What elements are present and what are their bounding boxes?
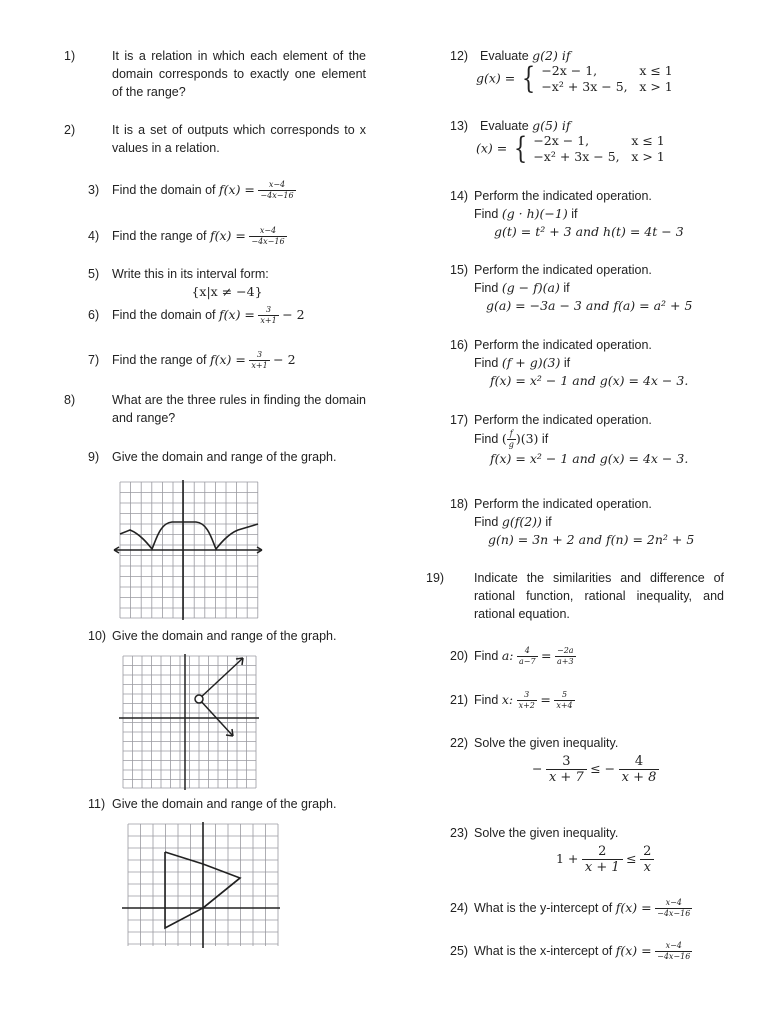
function-label: f(x) = bbox=[219, 181, 255, 197]
left-fraction bbox=[517, 646, 538, 667]
question-17: 17) Perform the indicated operation. Find ( $\frac{f}{g}$ )(3) if f(x) = x² − 1 and g(x) = 4x − 3. bbox=[450, 411, 732, 468]
function-label: f(x) = bbox=[210, 227, 246, 243]
denominator: a−7 bbox=[518, 657, 536, 666]
question-19 bbox=[426, 569, 724, 623]
cases bbox=[541, 63, 672, 95]
graph-11 bbox=[120, 820, 282, 950]
question-25 bbox=[450, 941, 732, 962]
question-2 bbox=[64, 121, 366, 157]
variable: x: bbox=[501, 691, 514, 707]
question-text: Perform the indicated operation. bbox=[474, 263, 652, 277]
question-text: Give the domain and range of the graph. bbox=[112, 797, 337, 811]
denominator: x+1 bbox=[260, 316, 277, 325]
question-text: Find the domain of bbox=[112, 182, 216, 197]
question-text: Perform the indicated operation. bbox=[474, 413, 652, 427]
if-label: if bbox=[541, 431, 549, 446]
graph-9 bbox=[112, 478, 264, 622]
numerator: −2a bbox=[556, 646, 574, 655]
case-condition: x ≤ 1 bbox=[639, 63, 673, 78]
case-expression: −x² + 3x − 5, bbox=[533, 149, 620, 164]
question-number: 3) bbox=[88, 182, 100, 197]
question-number: 4) bbox=[88, 228, 100, 243]
function-label: f(x) = bbox=[615, 899, 652, 915]
find-label: Find bbox=[474, 431, 499, 446]
if-label: if bbox=[563, 356, 571, 370]
question-number: 2) bbox=[64, 123, 76, 137]
question-number: 18) bbox=[450, 497, 469, 511]
fraction bbox=[249, 226, 286, 247]
numerator: 3 bbox=[249, 350, 269, 361]
question-text: Give the domain and range of the graph. bbox=[112, 450, 337, 464]
function-label: f(x) = bbox=[219, 306, 255, 322]
question-text: Perform the indicated operation. bbox=[474, 497, 652, 511]
question-text: Solve the given inequality. bbox=[474, 826, 619, 840]
question-3 bbox=[88, 180, 366, 201]
question-5 bbox=[88, 265, 366, 301]
question-4 bbox=[88, 226, 366, 247]
operation: (3) bbox=[520, 430, 539, 446]
if-label: if bbox=[545, 515, 552, 529]
denominator: −4x−16 bbox=[657, 909, 691, 918]
question-11 bbox=[88, 795, 366, 813]
function-label: (x) = bbox=[476, 140, 508, 156]
question-22 bbox=[450, 734, 732, 785]
given-equations: f(x) = x² − 1 and g(x) = 4x − 3. bbox=[490, 373, 689, 388]
function-call: g(5) if bbox=[532, 118, 571, 133]
question-10 bbox=[88, 627, 366, 645]
numerator: 2 bbox=[640, 844, 654, 860]
case-row bbox=[541, 63, 672, 78]
denominator: −4x−16 bbox=[251, 237, 285, 246]
inequality-lead: 1 + bbox=[556, 850, 579, 866]
question-text: What is the y-intercept of bbox=[474, 900, 613, 915]
question-number: 22) bbox=[450, 736, 469, 750]
inequality: − $\frac{3}{x + 7}$ ≤ − $\frac{4}{x + 8}$ bbox=[450, 754, 732, 785]
question-text: Solve the given inequality. bbox=[474, 736, 619, 750]
denominator: −4x−16 bbox=[657, 952, 691, 961]
function-label: f(x) = bbox=[210, 351, 246, 367]
question-8 bbox=[64, 391, 366, 427]
fraction bbox=[655, 898, 692, 919]
denominator: x+4 bbox=[556, 701, 573, 710]
find-label: Find bbox=[474, 281, 499, 295]
question-24 bbox=[450, 898, 732, 919]
case-expression: −2x − 1, bbox=[541, 63, 598, 78]
left-fraction bbox=[546, 754, 587, 785]
numerator: 3 bbox=[517, 690, 537, 701]
question-number: 8) bbox=[64, 393, 76, 407]
question-20: 20) Find a: $\frac{4}{a-7}$ = $\frac{-2a}{a+3}$ bbox=[450, 646, 574, 666]
brace: { bbox=[513, 131, 527, 166]
denominator: x + 1 bbox=[584, 860, 620, 875]
question-number: 15) bbox=[450, 263, 469, 277]
question-text: Indicate the similarities and difference of rational function, rational inequality, and rational equation. bbox=[474, 571, 724, 621]
question-6 bbox=[88, 305, 366, 326]
case-condition: x > 1 bbox=[639, 79, 673, 94]
question-text: Give the domain and range of the graph. bbox=[112, 629, 337, 643]
question-text: Find the domain of bbox=[112, 307, 216, 322]
question-number: 23) bbox=[450, 826, 469, 840]
given-equations: g(a) = −3a − 3 and f(a) = a² + 5 bbox=[486, 298, 693, 313]
numerator: 4 bbox=[517, 646, 538, 657]
question-13 bbox=[450, 117, 732, 165]
denominator: x+2 bbox=[518, 701, 535, 710]
case-expression: −2x − 1, bbox=[533, 133, 590, 148]
case-condition: x > 1 bbox=[631, 149, 665, 164]
function-label: f(x) = bbox=[615, 942, 652, 958]
question-text: Perform the indicated operation. bbox=[474, 189, 652, 203]
numerator: x−4 bbox=[249, 226, 286, 237]
question-number: 7) bbox=[88, 352, 100, 367]
variable: a: bbox=[501, 647, 514, 663]
case-condition: x ≤ 1 bbox=[631, 133, 665, 148]
operation: (g · h)(−1) bbox=[501, 206, 568, 221]
right-fraction bbox=[555, 646, 576, 667]
question-number: 11) bbox=[88, 797, 106, 811]
question-23 bbox=[450, 824, 732, 875]
question-text: What are the three rules in finding the domain and range? bbox=[112, 393, 366, 425]
denominator: a+3 bbox=[556, 657, 574, 666]
denominator: x bbox=[643, 860, 651, 875]
numerator: 3 bbox=[546, 754, 587, 770]
expression-tail: − 2 bbox=[273, 351, 296, 367]
question-15 bbox=[450, 261, 732, 315]
question-text: It is a relation in which each element of the domain corresponds to exactly one element of the range? bbox=[112, 49, 366, 99]
question-16 bbox=[450, 336, 732, 390]
find-label: Find bbox=[474, 207, 499, 221]
denominator: −4x−16 bbox=[260, 191, 294, 200]
question-number: 12) bbox=[450, 49, 469, 63]
question-text: Evaluate bbox=[480, 119, 529, 133]
left-fraction bbox=[517, 690, 537, 711]
question-number: 17) bbox=[450, 413, 469, 427]
question-number: 13) bbox=[450, 119, 469, 133]
question-number: 5) bbox=[88, 267, 100, 281]
denominator: x + 8 bbox=[621, 770, 657, 785]
question-number: 6) bbox=[88, 307, 100, 322]
numerator: f bbox=[507, 429, 516, 440]
question-21: 21) Find x: $\frac{3}{x+2}$ = $\frac{5}{x+4}$ bbox=[450, 690, 573, 710]
set-expression: {x|x ≠ −4} bbox=[191, 284, 263, 299]
operation: (f + g)(3) bbox=[501, 355, 561, 370]
operation: (g − f)(a) bbox=[501, 280, 560, 295]
question-number: 24) bbox=[450, 900, 469, 915]
numerator: 3 bbox=[258, 305, 278, 316]
question-number: 16) bbox=[450, 338, 469, 352]
case-row bbox=[533, 149, 664, 164]
expression-tail: − 2 bbox=[282, 306, 305, 322]
piecewise-function bbox=[450, 63, 732, 95]
question-9 bbox=[88, 448, 366, 466]
fraction bbox=[258, 180, 295, 201]
question-number: 1) bbox=[64, 49, 76, 63]
case-row bbox=[533, 133, 664, 148]
given-equations: f(x) = x² − 1 and g(x) = 4x − 3. bbox=[490, 451, 689, 466]
find-label: Find bbox=[474, 356, 499, 370]
question-text: Evaluate bbox=[480, 49, 529, 63]
find-label: Find bbox=[474, 515, 499, 529]
function-label: g(x) = bbox=[476, 70, 516, 86]
question-14 bbox=[450, 187, 732, 241]
question-1 bbox=[64, 47, 366, 101]
denominator: x + 7 bbox=[548, 770, 584, 785]
numerator: 2 bbox=[582, 844, 623, 860]
question-text: Find the range of bbox=[112, 228, 207, 243]
fraction bbox=[258, 305, 278, 326]
question-number: 19) bbox=[426, 571, 445, 585]
fraction bbox=[249, 350, 269, 371]
right-fraction bbox=[554, 690, 574, 711]
denominator: x+1 bbox=[251, 361, 268, 370]
if-label: if bbox=[563, 281, 570, 295]
case-row bbox=[541, 79, 672, 94]
piecewise-function bbox=[450, 133, 732, 165]
question-number: 25) bbox=[450, 943, 469, 958]
question-text: Write this in its interval form: bbox=[112, 267, 269, 281]
numerator: 5 bbox=[554, 690, 574, 701]
brace: { bbox=[521, 61, 535, 96]
numerator: x−4 bbox=[655, 941, 692, 952]
left-fraction bbox=[582, 844, 623, 875]
case-expression: −x² + 3x − 5, bbox=[541, 79, 628, 94]
question-12 bbox=[450, 47, 732, 95]
question-7 bbox=[88, 350, 366, 371]
numerator: 4 bbox=[619, 754, 660, 770]
question-number: 21) bbox=[450, 692, 469, 707]
right-fraction bbox=[619, 754, 660, 785]
numerator: x−4 bbox=[258, 180, 295, 191]
fraction bbox=[507, 429, 516, 450]
question-number: 20) bbox=[450, 648, 469, 663]
question-text: Find bbox=[474, 692, 499, 707]
inequality: 1 + $\frac{2}{x + 1}$ ≤ $\frac{2}{x}$ bbox=[450, 844, 732, 875]
function-call: g(2) if bbox=[532, 48, 571, 63]
denominator: g bbox=[508, 440, 514, 449]
given-equations: g(n) = 3n + 2 and f(n) = 2n² + 5 bbox=[488, 532, 695, 547]
question-number: 9) bbox=[88, 450, 100, 464]
graph-10 bbox=[117, 652, 261, 792]
question-text: What is the x-intercept of bbox=[474, 943, 613, 958]
operation: g(f(2)) bbox=[501, 514, 542, 529]
fraction bbox=[655, 941, 692, 962]
question-text: Find the range of bbox=[112, 352, 207, 367]
if-label: if bbox=[571, 207, 578, 221]
question-text: It is a set of outputs which corresponds to x values in a relation. bbox=[112, 123, 366, 155]
question-text: Perform the indicated operation. bbox=[474, 338, 652, 352]
question-18 bbox=[450, 495, 732, 549]
right-fraction bbox=[640, 844, 654, 875]
question-text: Find bbox=[474, 648, 499, 663]
question-number: 10) bbox=[88, 629, 107, 643]
cases bbox=[533, 133, 664, 165]
question-number: 14) bbox=[450, 189, 469, 203]
given-equations: g(t) = t² + 3 and h(t) = 4t − 3 bbox=[494, 224, 684, 239]
numerator: x−4 bbox=[655, 898, 692, 909]
